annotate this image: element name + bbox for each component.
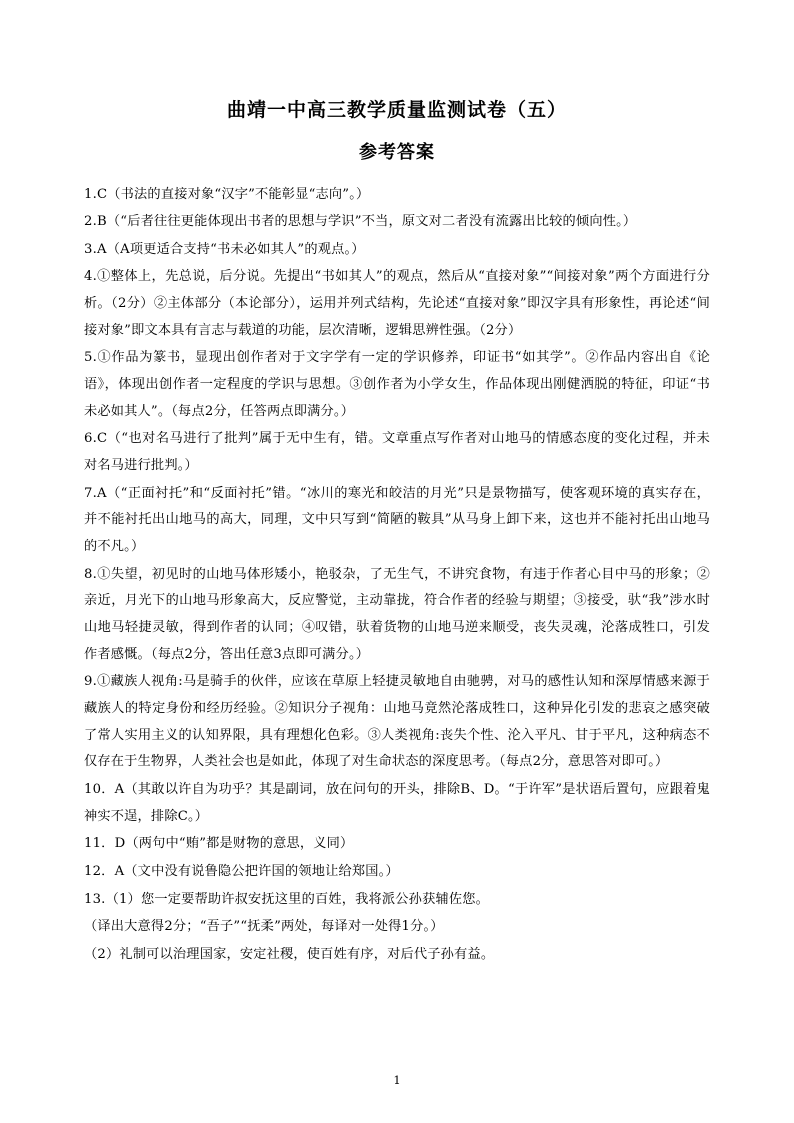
answer-item: 10．A（其敢以许自为功乎？其是副词，放在问句的开头，排除B、D。“于许军”是状语后置句，应跟着鬼神实不逞，排除C。） [84,781,710,824]
answer-item: 4.①整体上，先总说，后分说。先提出“书如其人”的观点，然后从“直接对象”“间接对象”两个方面进行分析。（2分）②主体部分（本论部分），运用并列式结构，先论述“直接对象”即汉字具有形象性，再论述“间接对象”即文本具有言志与载道的功能，层次清晰，逻辑思辨性强。（2分） [84,269,710,338]
answer-item: 2.B（“后者往往更能体现出书者的思想与学识”不当，原文对二者没有流露出比较的倾向性。） [84,214,637,230]
answer-item: 11．D（两句中“贿”都是财物的意思，义同） [84,836,354,852]
answer-item: 13.（1）您一定要帮助许叔安抚这里的百姓，我将派公孙获辅佐您。 [84,891,490,907]
answer-item: 9.①藏族人视角:马是骑手的伙伴，应该在草原上轻捷灵敏地自由驰骋，对马的感性认知和深厚情感来源于藏族人的特定身份和经历经验。②知识分子视角：山地马竟然沦落成牲口，这种异化引发的悲哀之感突破了常人实用主义的认知界限，具有理想化色彩。③人类视角:丧失个性、沦入平凡、甘于平凡，这种病态不仅存在于生物界，人类社会也是如此，体现了对生命状态的深度思考。（每点2分，意思答对即可。） [84,674,710,770]
answer-item: 6.C（“也对名马进行了批判”属于无中生有，错。文章重点写作者对山地马的情感态度的变化过程，并未对名马进行批判。） [84,431,710,474]
answer-item: 1.C（书法的直接对象“汉字”不能彰显“志向”。） [84,186,370,202]
answer-item: 8.①失望，初见时的山地马体形矮小，艳驳杂，了无生气，不讲究食物，有违于作者心目中马的形象；②亲近，月光下的山地马形象高大，反应警觉，主动靠拢，符合作者的经验与期望；③接受，驮“我”涉水时山地马轻捷灵敏，得到作者的认同；④叹错，驮着货物的山地马逆来顺受，丧失灵魂，沦落成牲口，引发作者感慨。（每点2分，答出任意3点即可满分。） [84,566,710,662]
answer-item: （2）礼制可以治理国家，安定社稷，使百姓有序，对后代子孙有益。 [84,946,495,962]
page-title: 曲靖一中高三教学质量监测试卷（五） [226,99,567,121]
page-subtitle: 参考答案 [359,141,435,163]
answer-item: 7.A（“正面衬托”和“反面衬托”错。“冰川的寒光和皎洁的月光”只是景物描写，使客观环境的真实存在，并不能衬托出山地马的高大，同理，文中只写到“简陋的鞍具”从马身上卸下来，这也并不能衬托出山地马的不凡。） [84,485,710,555]
answer-item: 5.①作品为篆书，显现出创作者对于文字学有一定的学识修养，印证书“如其学”。②作品内容出自《论语》，体现出创作者一定程度的学识与思想。③创作者为小学女生，作品体现出刚健洒脱的特征，印证“书未必如其人”。（每点2分，任答两点即满分。） [84,350,710,419]
answer-item: 12．A（文中没有说鲁隐公把许国的领地让给郑国。） [84,863,399,879]
page-number: 1 [393,1073,401,1087]
answer-item: （译出大意得2分；“吾子”“抚柔”两处，每译对一处得1分。） [84,919,444,935]
answer-item: 3.A（A项更适合支持“书未必如其人”的观点。） [84,241,365,257]
